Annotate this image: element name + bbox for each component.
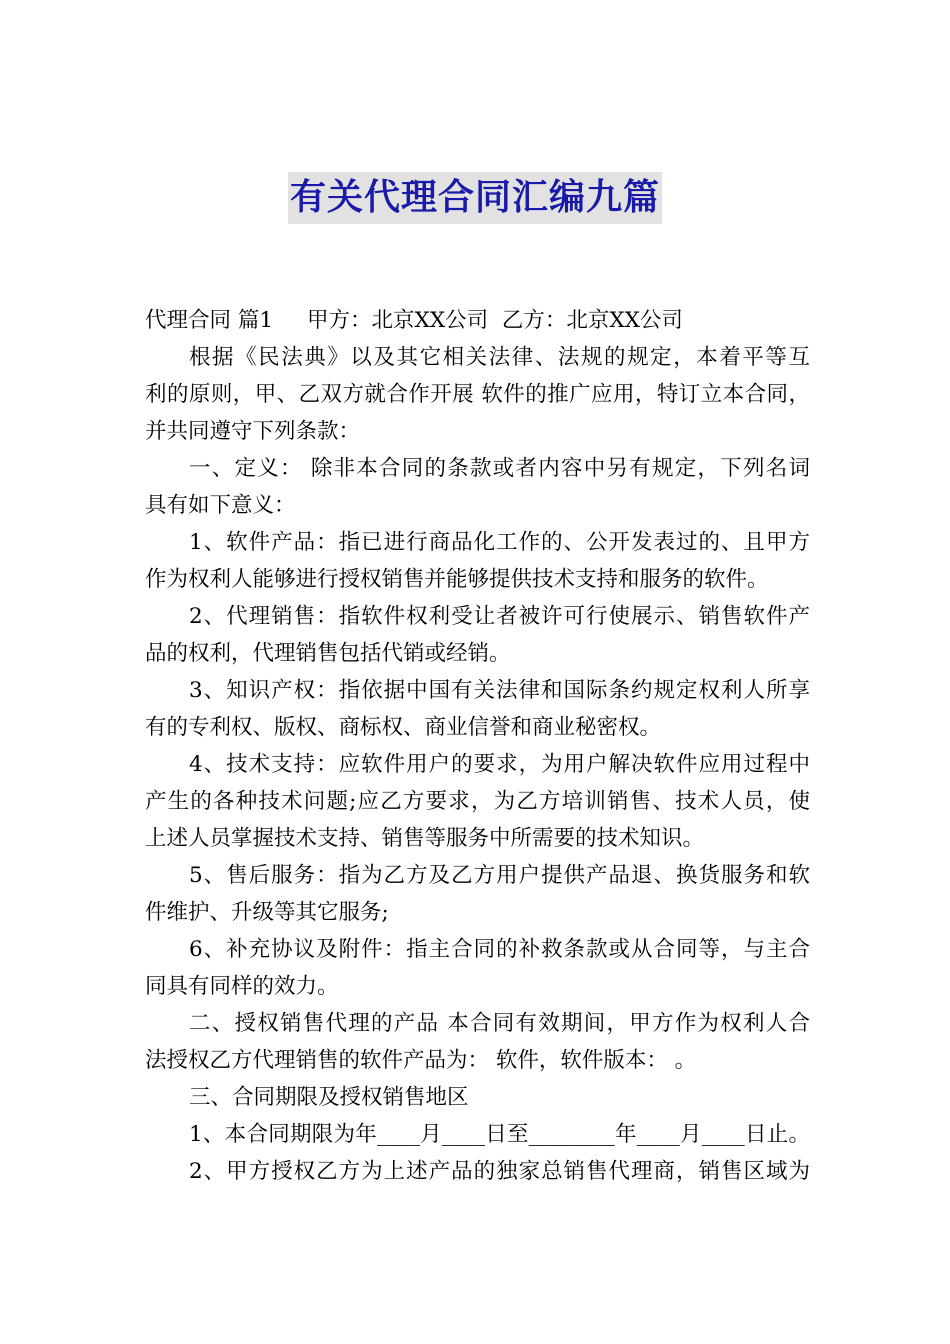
paragraph-line: 三、合同期限及授权销售地区 [189,1085,469,1110]
paragraph-line: 法授权乙方代理销售的软件产品为： 软件，软件版本： 。 [145,1048,697,1073]
paragraph-line: 5、售后服务：指为乙方及乙方用户提供产品退、换货服务和软 [189,863,810,888]
paragraph-line: 上述人员掌握技术支持、销售等服务中所需要的技术知识。 [145,826,705,851]
paragraph-line: 6、补充协议及附件：指主合同的补救条款或从合同等，与主合 [189,937,810,962]
paragraph-line: 二、授权销售代理的产品 本合同有效期间，甲方作为权利人合 [189,1011,810,1036]
paragraph-line: 一、定义： 除非本合同的条款或者内容中另有规定，下列名词 [189,456,810,481]
paragraph-line: 作为权利人能够进行授权销售并能够提供技术支持和服务的软件。 [145,567,769,592]
paragraph-line: 有的专利权、版权、商标权、商业信誉和商业秘密权。 [145,715,662,740]
paragraph-line: 2、代理销售：指软件权利受让者被许可行使展示、销售软件产 [189,604,810,629]
title-container [0,172,950,224]
paragraph-line: 具有如下意义： [145,493,296,518]
paragraph-line: 1、软件产品：指已进行商品化工作的、公开发表过的、且甲方 [189,530,810,555]
paragraph-line: 同具有同样的效力。 [145,974,339,999]
party-a: 甲方：北京XX公司 [307,308,489,333]
paragraph-line: 利的原则，甲、乙双方就合作开展 软件的推广应用，特订立本合同， [145,382,810,407]
paragraph-line: 产生的各种技术问题;应乙方要求，为乙方培训销售、技术人员，使 [145,789,810,814]
paragraph-line: 4、技术支持：应软件用户的要求，为用户解决软件应用过程中 [189,752,810,777]
paragraph-line: 1、本合同期限为年____月____日至________年____月____日止。 [189,1122,810,1147]
paragraph-line: 品的权利，代理销售包括代销或经销。 [145,641,511,666]
contract-header-line [145,302,810,339]
paragraph-line: 2、甲方授权乙方为上述产品的独家总销售代理商，销售区域为 [189,1159,810,1184]
document-title: 有关代理合同汇编九篇 [288,172,662,224]
section-label: 代理合同 篇1 [145,308,274,333]
paragraph-line: 根据《民法典》以及其它相关法律、法规的规定，本着平等互 [189,345,810,370]
paragraph-line: 3、知识产权：指依据中国有关法律和国际条约规定权利人所享 [189,678,810,703]
paragraph-line: 件维护、升级等其它服务; [145,900,389,925]
party-b: 乙方：北京XX公司 [501,308,683,333]
document-body [145,302,810,1190]
paragraph-line: 并共同遵守下列条款： [145,419,361,444]
